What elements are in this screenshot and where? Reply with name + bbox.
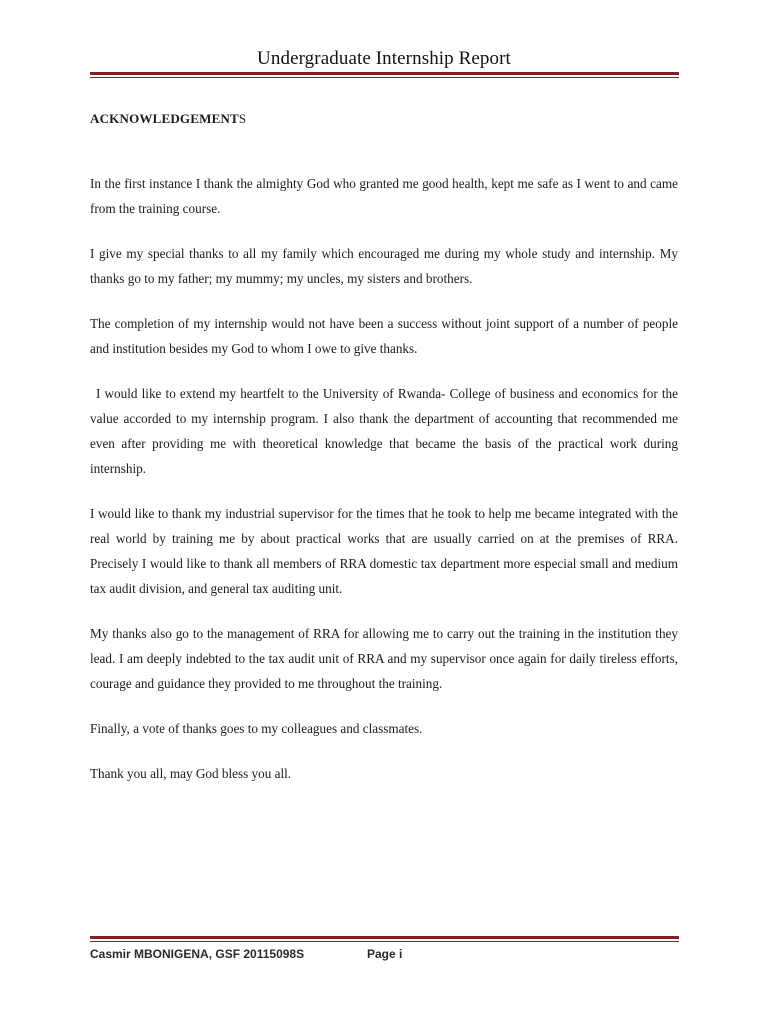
footer-rule-thin bbox=[90, 941, 679, 942]
section-heading-tail: S bbox=[238, 111, 247, 126]
footer-page-number: Page i bbox=[367, 947, 403, 961]
paragraph-health: In the first instance I thank the almighty God who granted me good health, kept me safe as I went to and came from the training course. bbox=[90, 176, 678, 216]
paragraph-support: The completion of my internship would not have been a success without joint support of a number of people and institution besides my God to whom I owe to give thanks. bbox=[90, 316, 678, 356]
section-heading bbox=[90, 111, 246, 127]
section-heading-main: ACKNOWLEDGEMENT bbox=[90, 111, 239, 126]
paragraph-colleagues: Finally, a vote of thanks goes to my colleagues and classmates. bbox=[90, 721, 423, 736]
header-rule-thick bbox=[90, 72, 679, 75]
paragraph-supervisor: I would like to thank my industrial supervisor for the times that he took to help me became integrated with the real world by training me by about practical works that are usually carried on at the premises of RRA. Precisely I would like to thank all members of RRA domestic tax department more especial small and medium tax audit division, and general tax auditing unit. bbox=[90, 506, 678, 596]
footer-rule-thick bbox=[90, 936, 679, 939]
paragraph-university: I would like to extend my heartfelt to the University of Rwanda- College of business and economics for the value accorded to my internship program. I also thank the department of accounting that recommended me even after providing me with theoretical knowledge that became the basis of the practical work during internship. bbox=[90, 386, 678, 476]
footer-author: Casmir MBONIGENA, GSF 20115098S bbox=[90, 947, 305, 961]
paragraph-management: My thanks also go to the management of RRA for allowing me to carry out the training in the institution they lead. I am deeply indebted to the tax audit unit of RRA and my supervisor once again for daily tireless efforts, courage and guidance they provided to me throughout the training. bbox=[90, 626, 678, 691]
acknowledgements-body bbox=[90, 171, 678, 806]
report-header-title: Undergraduate Internship Report bbox=[257, 48, 511, 69]
paragraph-family: I give my special thanks to all my family which encouraged me during my whole study and internship. My thanks go to my father; my mummy; my uncles, my sisters and brothers. bbox=[90, 246, 678, 286]
paragraph-closing: Thank you all, may God bless you all. bbox=[90, 766, 292, 781]
header-rule-thin bbox=[90, 77, 679, 78]
